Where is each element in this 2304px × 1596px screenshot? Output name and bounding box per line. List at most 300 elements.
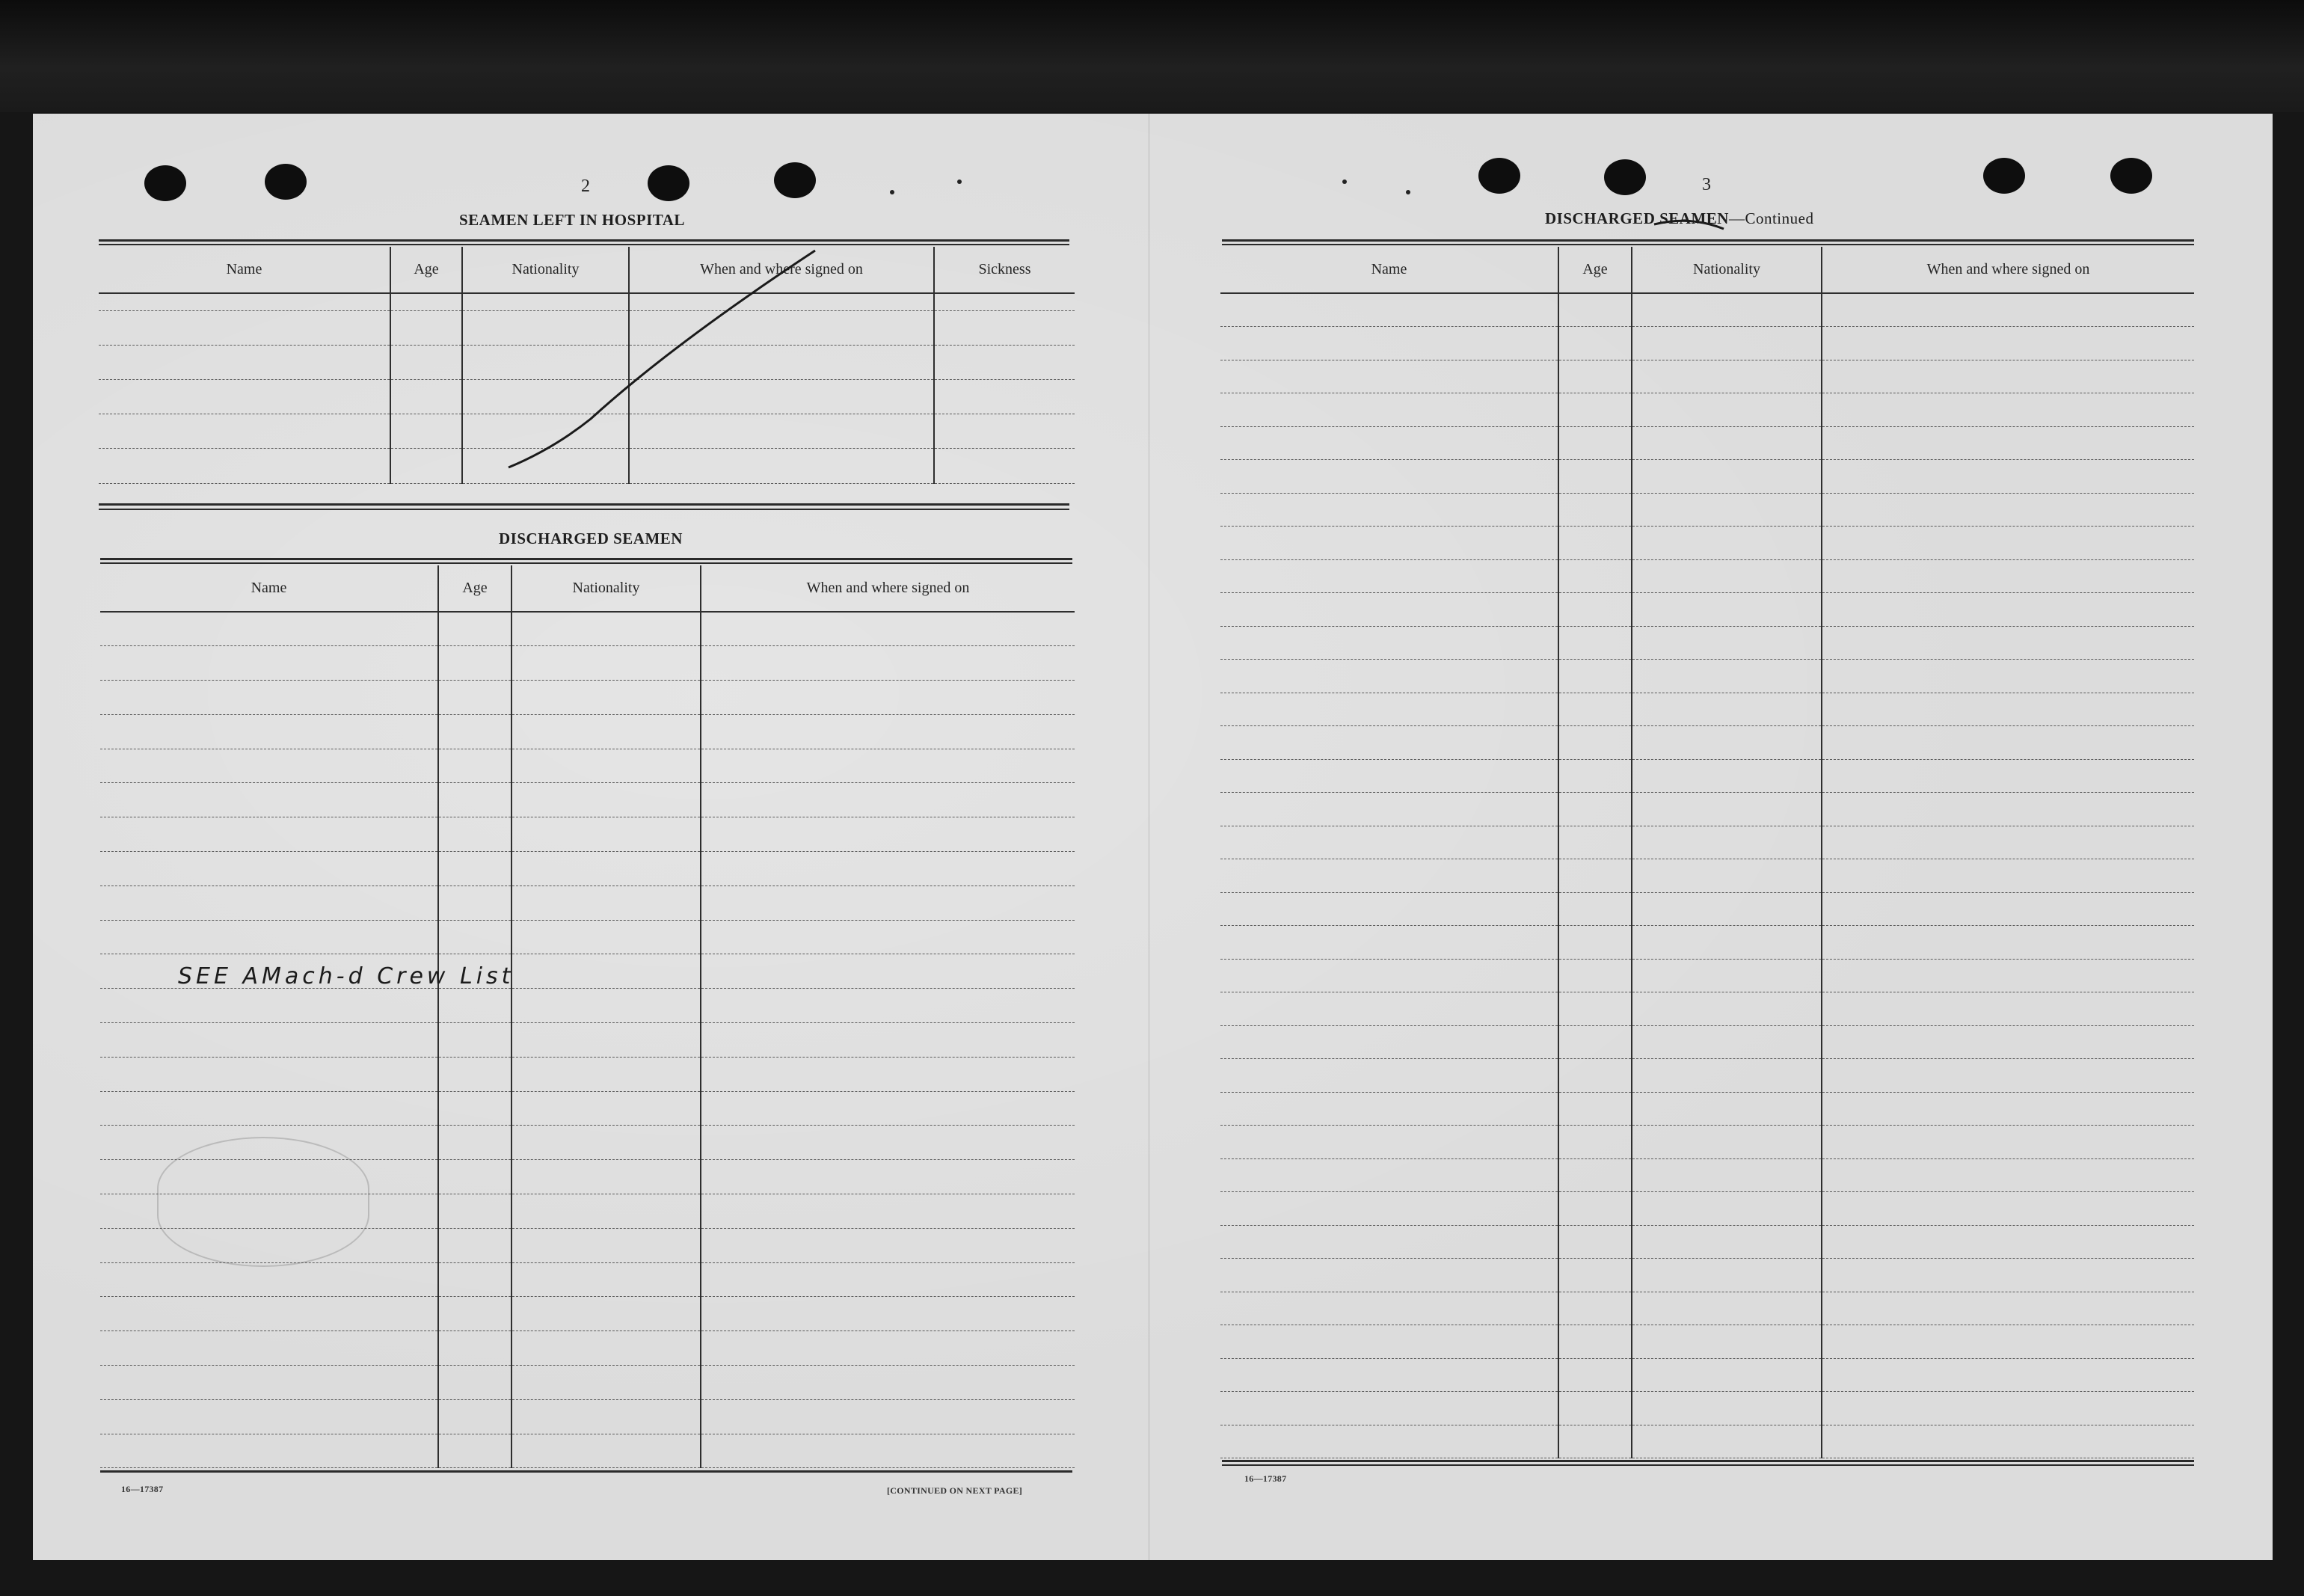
table-cell — [701, 783, 1075, 817]
table-cell — [100, 817, 438, 852]
table-cell — [1632, 493, 1822, 527]
table-cell — [1220, 859, 1558, 893]
table-cell — [701, 714, 1075, 749]
table-cell — [1822, 1392, 2194, 1425]
table-cell — [1632, 393, 1822, 427]
table-cell — [701, 1399, 1075, 1434]
table-cell — [1632, 1158, 1822, 1192]
table-cell — [1558, 559, 1632, 593]
hospital-top-rule — [99, 239, 1069, 242]
table-row — [1220, 460, 2194, 494]
table-cell — [1632, 1092, 1822, 1126]
table-cell — [1558, 926, 1632, 960]
table-cell — [1220, 759, 1558, 793]
table-cell — [1558, 1325, 1632, 1359]
punch-hole — [144, 165, 186, 201]
table-row — [1220, 859, 2194, 893]
table-row — [1220, 1192, 2194, 1226]
table-row — [99, 448, 1075, 483]
table-cell — [512, 1297, 701, 1331]
table-row — [100, 681, 1075, 715]
table-cell — [701, 1091, 1075, 1126]
hospital-bottom-rule-2 — [99, 509, 1069, 510]
table-cell — [1558, 892, 1632, 926]
table-cell — [701, 852, 1075, 886]
column-header: Age — [438, 565, 512, 612]
table-cell — [512, 646, 701, 681]
table-cell — [438, 749, 512, 783]
table-cell — [1220, 527, 1558, 560]
table-cell — [1632, 626, 1822, 660]
table-row — [1220, 1358, 2194, 1392]
table-cell — [1822, 1158, 2194, 1192]
table-cell — [1632, 992, 1822, 1026]
table-cell — [438, 920, 512, 954]
table-cell — [1822, 626, 2194, 660]
table-cell — [100, 886, 438, 920]
table-cell — [1558, 1025, 1632, 1059]
table-cell — [512, 714, 701, 749]
table-cell — [100, 852, 438, 886]
table-cell — [701, 1366, 1075, 1400]
table-row — [100, 886, 1075, 920]
table-cell — [438, 852, 512, 886]
table-cell — [1558, 693, 1632, 726]
table-cell — [1558, 360, 1632, 393]
table-cell — [512, 749, 701, 783]
punch-hole — [2110, 158, 2152, 194]
table-cell — [1558, 1425, 1632, 1458]
table-cell — [1558, 293, 1632, 327]
punch-hole — [774, 162, 816, 198]
table-cell — [701, 749, 1075, 783]
table-cell — [1220, 327, 1558, 360]
table-cell — [438, 1126, 512, 1160]
table-row — [1220, 959, 2194, 992]
table-row — [1220, 992, 2194, 1026]
table-row — [100, 1331, 1075, 1366]
table-cell — [100, 989, 438, 1023]
table-cell — [701, 1331, 1075, 1366]
table-cell — [1220, 1392, 1558, 1425]
table-cell — [1632, 327, 1822, 360]
table-cell — [100, 1091, 438, 1126]
table-cell — [512, 886, 701, 920]
table-row — [1220, 393, 2194, 427]
table-cell — [512, 1057, 701, 1091]
table-row — [1220, 1059, 2194, 1093]
table-cell — [1822, 726, 2194, 760]
table-cell — [1558, 793, 1632, 826]
table-row — [1220, 593, 2194, 627]
table-cell — [1558, 593, 1632, 627]
discharged-table — [100, 565, 1075, 1468]
speck — [1342, 179, 1347, 184]
table-cell — [512, 1091, 701, 1126]
table-cell — [1822, 1425, 2194, 1458]
table-cell — [438, 1399, 512, 1434]
page-number-right: 3 — [1702, 175, 1711, 194]
column-header: Name — [100, 565, 438, 612]
table-row — [1220, 327, 2194, 360]
discharged-section-title: DISCHARGED SEAMEN — [499, 530, 683, 547]
punch-hole — [1983, 158, 2025, 194]
table-cell — [100, 714, 438, 749]
table-cell — [100, 1262, 438, 1297]
column-header: Nationality — [1632, 247, 1822, 293]
table-cell — [512, 1126, 701, 1160]
table-row — [1220, 1259, 2194, 1292]
table-cell — [100, 646, 438, 681]
table-cell — [1822, 1292, 2194, 1325]
table-row — [1220, 527, 2194, 560]
table-cell — [1220, 793, 1558, 826]
table-row — [1220, 1392, 2194, 1425]
table-row — [1220, 1292, 2194, 1325]
table-row — [1220, 693, 2194, 726]
table-cell — [1632, 360, 1822, 393]
table-cell — [1822, 527, 2194, 560]
table-cell — [1822, 393, 2194, 427]
table-cell — [1220, 1025, 1558, 1059]
table-cell — [100, 749, 438, 783]
table-cell — [1822, 859, 2194, 893]
table-cell — [1822, 1325, 2194, 1359]
column-header: When and where signed on — [629, 247, 934, 293]
table-cell — [1558, 1225, 1632, 1259]
table-row — [100, 817, 1075, 852]
column-header: Age — [390, 247, 462, 293]
table-cell — [1220, 693, 1558, 726]
table-cell — [512, 1023, 701, 1058]
table-row — [100, 1023, 1075, 1058]
column-header: When and where signed on — [1822, 247, 2194, 293]
table-cell — [100, 1399, 438, 1434]
table-cell — [1822, 892, 2194, 926]
table-cell — [1822, 1225, 2194, 1259]
table-cell — [512, 1434, 701, 1468]
table-row — [1220, 293, 2194, 327]
column-header: Name — [99, 247, 390, 293]
table-cell — [1220, 826, 1558, 859]
table-cell — [1220, 1358, 1558, 1392]
table-cell — [438, 1434, 512, 1468]
table-cell — [512, 817, 701, 852]
table-cell — [1822, 793, 2194, 826]
table-cell — [1822, 593, 2194, 627]
table-row — [1220, 1025, 2194, 1059]
table-cell — [100, 1434, 438, 1468]
table-cell — [1822, 493, 2194, 527]
table-cell — [1822, 1025, 2194, 1059]
table-cell — [701, 1160, 1075, 1194]
table-cell — [1822, 1358, 2194, 1392]
table-row — [1220, 1092, 2194, 1126]
table-row — [1220, 360, 2194, 393]
table-cell — [1220, 1059, 1558, 1093]
table-cell — [438, 1057, 512, 1091]
table-row — [1220, 1225, 2194, 1259]
table-cell — [1822, 1259, 2194, 1292]
table-row — [1220, 559, 2194, 593]
table-cell — [1220, 493, 1558, 527]
punch-hole — [1604, 159, 1646, 195]
table-cell — [512, 1399, 701, 1434]
table-cell — [1632, 1259, 1822, 1292]
table-cell — [1558, 1358, 1632, 1392]
table-cell — [100, 1366, 438, 1400]
table-cell — [701, 1434, 1075, 1468]
table-cell — [701, 1228, 1075, 1262]
hospital-bottom-rule — [99, 503, 1069, 506]
right-bottom-rule-2 — [1222, 1464, 2194, 1466]
discharged-bottom-rule — [100, 1470, 1072, 1473]
hospital-rows — [99, 293, 1075, 483]
discharged-top-rule — [100, 558, 1072, 560]
table-cell — [1632, 1358, 1822, 1392]
table-cell — [1558, 626, 1632, 660]
table-cell — [100, 1023, 438, 1058]
table-cell — [701, 1023, 1075, 1058]
column-header: When and where signed on — [701, 565, 1075, 612]
table-cell — [1558, 1192, 1632, 1226]
table-cell — [1822, 460, 2194, 494]
table-cell — [512, 1228, 701, 1262]
table-cell — [1822, 327, 2194, 360]
table-cell — [1632, 793, 1822, 826]
table-cell — [512, 1160, 701, 1194]
table-cell — [1632, 1192, 1822, 1226]
table-cell — [1220, 626, 1558, 660]
center-fold — [1148, 114, 1150, 1560]
table-cell — [1822, 693, 2194, 726]
table-cell — [1558, 1292, 1632, 1325]
table-cell — [1632, 1225, 1822, 1259]
right-top-rule — [1222, 239, 2194, 242]
table-cell — [1558, 493, 1632, 527]
table-cell — [100, 1331, 438, 1366]
table-row — [100, 714, 1075, 749]
table-cell — [701, 681, 1075, 715]
right-top-rule-2 — [1222, 244, 2194, 245]
table-row — [1220, 660, 2194, 693]
discharged-rows — [100, 612, 1075, 1468]
table-cell — [1220, 992, 1558, 1026]
table-row — [99, 310, 1075, 345]
faded-stamp — [157, 1137, 369, 1267]
table-cell — [1632, 959, 1822, 992]
table-row — [1220, 426, 2194, 460]
discharged-continued-rows — [1220, 293, 2194, 1458]
table-cell — [438, 1023, 512, 1058]
table-cell — [1558, 992, 1632, 1026]
table-cell — [512, 783, 701, 817]
table-cell — [1632, 593, 1822, 627]
table-cell — [1558, 1259, 1632, 1292]
table-cell — [1632, 1059, 1822, 1093]
table-cell — [438, 714, 512, 749]
table-cell — [1632, 859, 1822, 893]
table-cell — [1822, 1192, 2194, 1226]
table-cell — [1220, 1425, 1558, 1458]
table-cell — [1558, 1092, 1632, 1126]
table-cell — [438, 989, 512, 1023]
table-cell — [1822, 1126, 2194, 1159]
punch-hole — [1478, 158, 1520, 194]
handwritten-note: SEE AMach-d Crew List — [178, 963, 514, 989]
table-cell — [1632, 926, 1822, 960]
table-row — [1220, 892, 2194, 926]
hospital-table — [99, 247, 1075, 484]
column-header: Name — [1220, 247, 1558, 293]
table-cell — [1632, 726, 1822, 760]
table-cell — [1632, 1392, 1822, 1425]
table-row — [99, 414, 1075, 448]
table-cell — [512, 612, 701, 646]
table-row — [99, 379, 1075, 414]
table-cell — [100, 1297, 438, 1331]
table-cell — [438, 1297, 512, 1331]
table-cell — [1220, 1092, 1558, 1126]
table-cell — [1220, 1259, 1558, 1292]
table-cell — [1220, 293, 1558, 327]
table-cell — [1822, 559, 2194, 593]
table-cell — [1632, 1425, 1822, 1458]
table-row — [1220, 1425, 2194, 1458]
table-cell — [1632, 1325, 1822, 1359]
table-cell — [1558, 327, 1632, 360]
table-cell — [1822, 426, 2194, 460]
discharged-continued-table — [1220, 247, 2194, 1458]
table-row — [1220, 793, 2194, 826]
table-row — [1220, 1126, 2194, 1159]
table-cell — [701, 989, 1075, 1023]
table-row — [1220, 926, 2194, 960]
table-cell — [438, 681, 512, 715]
table-row — [1220, 626, 2194, 660]
table-row — [1220, 759, 2194, 793]
table-cell — [701, 1297, 1075, 1331]
table-cell — [1558, 393, 1632, 427]
table-row — [100, 1434, 1075, 1468]
scanner-background — [0, 0, 2304, 112]
table-cell — [701, 1194, 1075, 1229]
table-cell — [1220, 660, 1558, 693]
table-cell — [1822, 1059, 2194, 1093]
table-cell — [1558, 460, 1632, 494]
table-cell — [1822, 660, 2194, 693]
hospital-top-rule-2 — [99, 244, 1069, 245]
table-cell — [1558, 1392, 1632, 1425]
table-cell — [701, 612, 1075, 646]
form-number-right: 16—17387 — [1244, 1473, 1287, 1484]
table-cell — [1220, 393, 1558, 427]
table-row — [1220, 726, 2194, 760]
table-cell — [512, 989, 701, 1023]
table-cell — [701, 1057, 1075, 1091]
speck — [1406, 190, 1410, 194]
table-cell — [1220, 1158, 1558, 1192]
continued-suffix: —Continued — [1728, 209, 1814, 227]
table-row — [100, 852, 1075, 886]
table-cell — [1632, 1025, 1822, 1059]
table-cell — [1220, 1325, 1558, 1359]
table-row — [99, 293, 1075, 310]
table-cell — [701, 1262, 1075, 1297]
table-cell — [1220, 1225, 1558, 1259]
table-cell — [512, 681, 701, 715]
table-cell — [1822, 926, 2194, 960]
table-cell — [1558, 1158, 1632, 1192]
table-cell — [512, 1194, 701, 1229]
table-cell — [1220, 360, 1558, 393]
table-row — [100, 749, 1075, 783]
table-cell — [438, 1366, 512, 1400]
table-cell — [1558, 826, 1632, 859]
table-row — [1220, 493, 2194, 527]
table-cell — [1632, 293, 1822, 327]
table-cell — [1822, 293, 2194, 327]
table-cell — [1558, 660, 1632, 693]
table-cell — [1220, 559, 1558, 593]
table-cell — [1632, 1292, 1822, 1325]
table-cell — [100, 783, 438, 817]
right-bottom-rule — [1222, 1460, 2194, 1462]
table-cell — [438, 1160, 512, 1194]
table-cell — [1632, 693, 1822, 726]
table-cell — [100, 1057, 438, 1091]
table-row — [100, 989, 1075, 1023]
table-cell — [438, 1228, 512, 1262]
speck — [890, 190, 894, 194]
table-cell — [1632, 660, 1822, 693]
punch-hole — [265, 164, 307, 200]
table-cell — [1558, 759, 1632, 793]
table-cell — [512, 1366, 701, 1400]
table-cell — [1220, 726, 1558, 760]
column-header: Sickness — [934, 247, 1075, 293]
table-cell — [1632, 826, 1822, 859]
table-cell — [1220, 1192, 1558, 1226]
table-cell — [512, 954, 701, 989]
table-cell — [1822, 759, 2194, 793]
table-cell — [512, 852, 701, 886]
table-row — [1220, 826, 2194, 859]
table-cell — [1220, 959, 1558, 992]
table-cell — [1632, 460, 1822, 494]
table-row — [100, 612, 1075, 646]
discharged-continued-title — [1545, 209, 1813, 228]
table-cell — [438, 886, 512, 920]
table-cell — [1822, 360, 2194, 393]
table-row — [100, 1399, 1075, 1434]
table-row — [100, 1057, 1075, 1091]
table-cell — [701, 646, 1075, 681]
table-row — [100, 783, 1075, 817]
table-cell — [701, 817, 1075, 852]
table-cell — [1632, 892, 1822, 926]
table-cell — [438, 1331, 512, 1366]
table-cell — [1220, 593, 1558, 627]
table-cell — [701, 886, 1075, 920]
table-cell — [512, 1331, 701, 1366]
punch-hole — [648, 165, 689, 201]
table-cell — [701, 954, 1075, 989]
table-row — [100, 646, 1075, 681]
table-cell — [1558, 1126, 1632, 1159]
discharged-continued-title-main: DISCHARGED SEAMEN — [1545, 209, 1729, 227]
table-row — [1220, 1158, 2194, 1192]
